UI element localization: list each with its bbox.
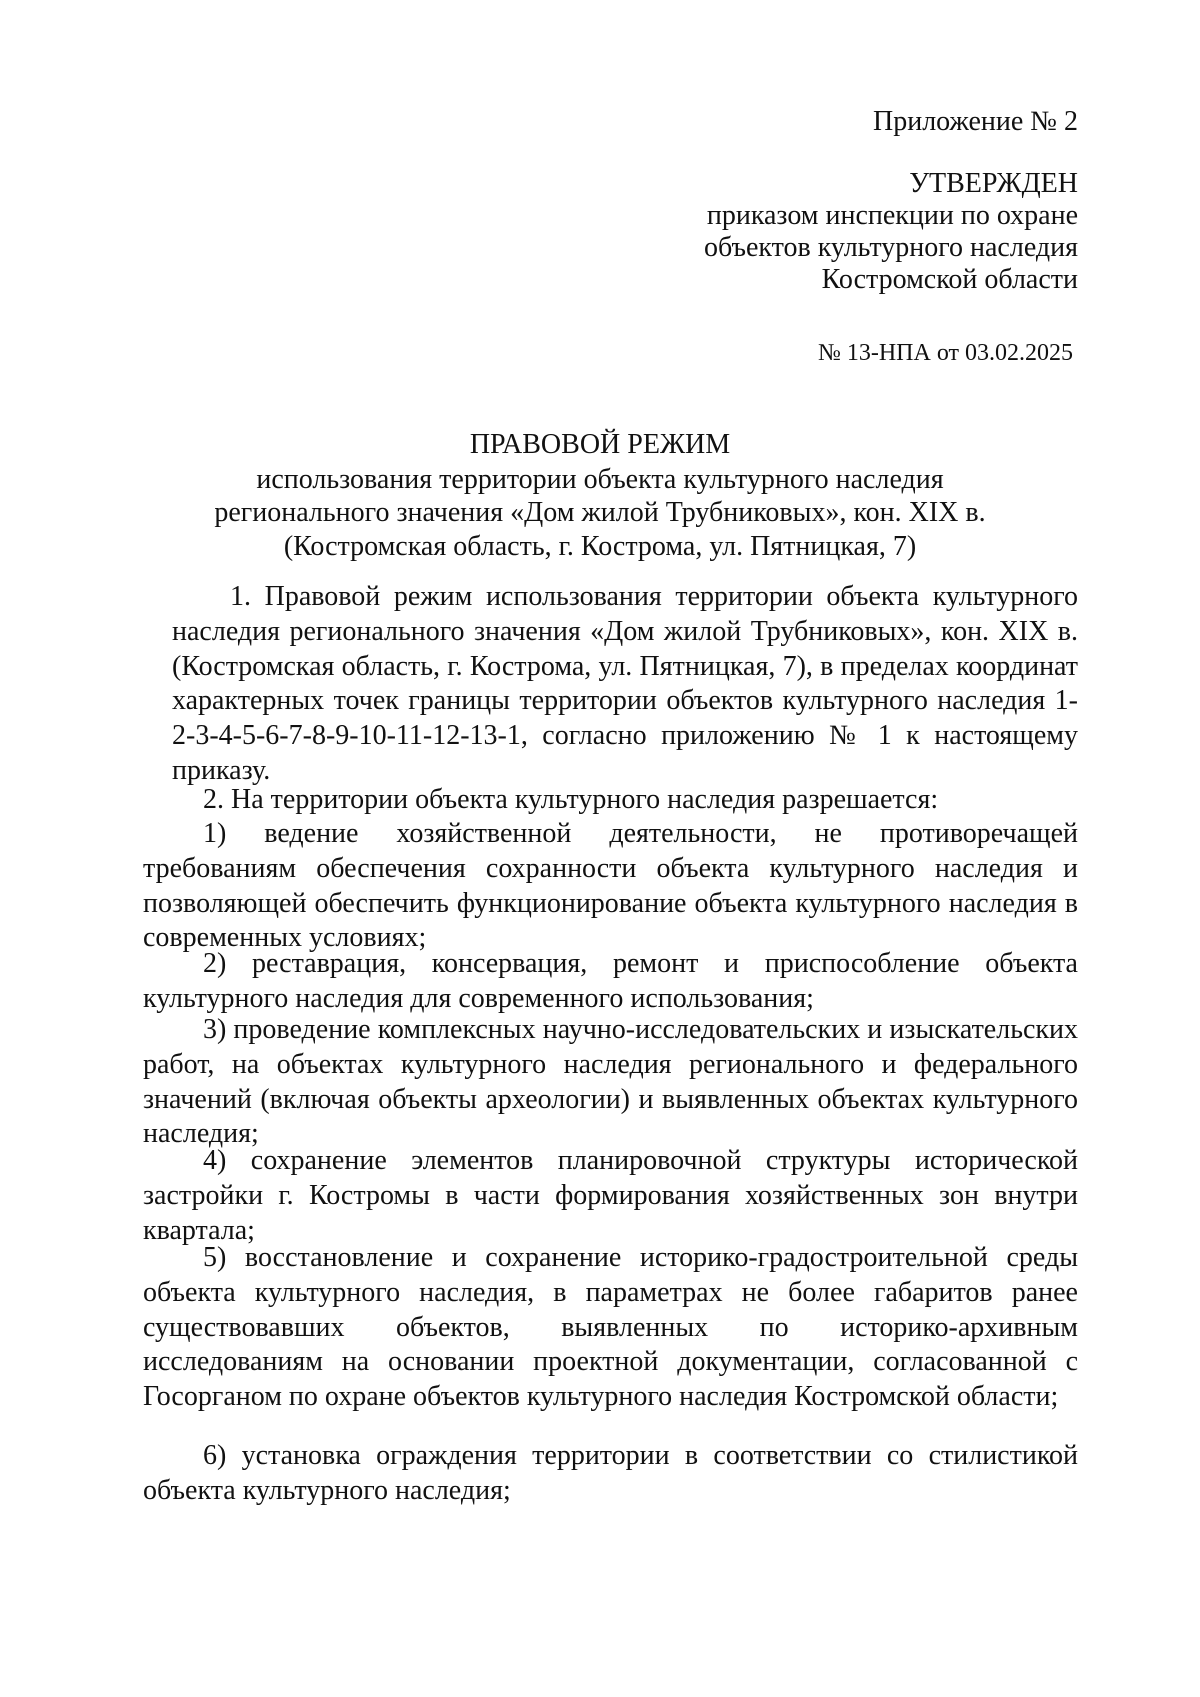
order-reference: № 13-НПА от 03.02.2025 — [817, 340, 1073, 366]
paragraph-2: 2. На территории объекта культурного наследия разрешается: — [203, 784, 939, 815]
list-item-1: 1) ведение хозяйственной деятельности, не противоречащей требованиям обеспечения сохранности объекта культурного наследия и позволяющей обеспечить функционирование объекта культурного наследия в современных условиях; — [143, 818, 1078, 954]
list-item-6: 6) установка ограждения территории в соответствии со стилистикой объекта культурного наследия; — [143, 1440, 1078, 1506]
document-subtitle-line-1: использования территории объекта культурного наследия — [256, 464, 944, 495]
approved-by-line-1: приказом инспекции по охране — [706, 200, 1078, 231]
list-item-2: 2) реставрация, консервация, ремонт и приспособление объекта культурного наследия для современного использования; — [143, 948, 1078, 1014]
appendix-label: Приложение № 2 — [873, 106, 1078, 137]
list-item-3: 3) проведение комплексных научно-исследовательских и изыскательских работ, на объектах культурного наследия регионального и федерального значений (включая объекты археологии) и выявленных объектах культурного наследия; — [143, 1014, 1078, 1150]
list-item-4: 4) сохранение элементов планировочной структуры исторической застройки г. Костромы в части формирования хозяйственных зон внутри квартала; — [143, 1145, 1078, 1246]
approved-by-line-3: Костромской области — [821, 264, 1078, 295]
list-item-5: 5) восстановление и сохранение историко-градостроительной среды объекта культурного наследия, в параметрах не более габаритов ранее существовавших объектов, выявленных по историко-архивным исследованиям на основании проектной документации, согласованной с Госорганом по охране объектов культурного наследия Костромской области; — [143, 1242, 1078, 1413]
approved-by-line-2: объектов культурного наследия — [703, 232, 1078, 263]
approved-label: УТВЕРЖДЕН — [909, 168, 1078, 199]
document-subtitle-line-3: (Костромская область, г. Кострома, ул. Пятницкая, 7) — [283, 531, 917, 562]
paragraph-1: 1. Правовой режим использования территории объекта культурного наследия регионального значения «Дом жилой Трубниковых», кон. XIX в. (Костромская область, г. Кострома, ул. Пятницкая, 7), в пределах координат характерных точек границы территории объектов культурного наследия 1-2-3-4-5-6-7-8-9-10-11-12-13-1, согласно приложению № 1 к настоящему приказу. — [172, 581, 1078, 786]
document-subtitle-line-2: регионального значения «Дом жилой Трубниковых», кон. XIX в. — [214, 497, 986, 528]
document-title: ПРАВОВОЙ РЕЖИМ — [469, 429, 731, 460]
